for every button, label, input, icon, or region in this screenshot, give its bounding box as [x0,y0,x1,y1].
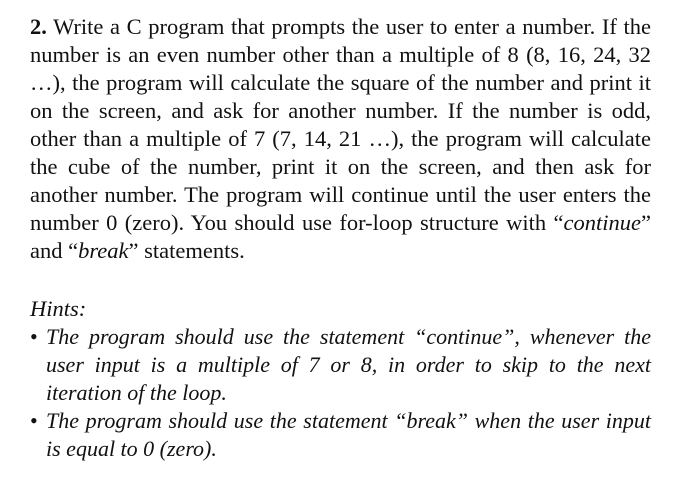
keyword-continue: continue [563,210,641,235]
question-text-part-1: Write a C program that prompts the user to enter a number. If the number is an even number other than a multiple of 8 (8, 16, 24, 32 …), the program will calculate the square of the number and print it on the screen, and ask for another number. If the number is odd, other than a multiple of 7 (7, 14, 21 …), the program will calculate the cube of the number, print it on the screen, and then ask for another number. The program will continue until the user enters the number 0 (zero). You should use for-loop structure with “ [30,14,651,235]
keyword-break: break [78,238,129,263]
hint-item [30,323,651,407]
question-text-part-2: ” and “ [30,210,651,263]
hint-item [30,407,651,463]
hint-text: The program should use the statement “break” when the user input is equal to 0 (zero). [46,408,651,461]
hints-title: Hints: [30,296,87,321]
hints-section [30,295,651,463]
question-paragraph [30,13,651,265]
bullet-icon: • [30,408,38,433]
document-body [30,13,651,463]
hint-text: The program should use the statement “continue”, whenever the user input is a multiple of 7 or 8, in order to skip to the next iteration of the loop. [46,324,651,405]
question-number: 2. [30,14,47,39]
hint-list [30,323,651,463]
bullet-icon: • [30,324,38,349]
question-text-part-3: ” statements. [128,238,245,263]
